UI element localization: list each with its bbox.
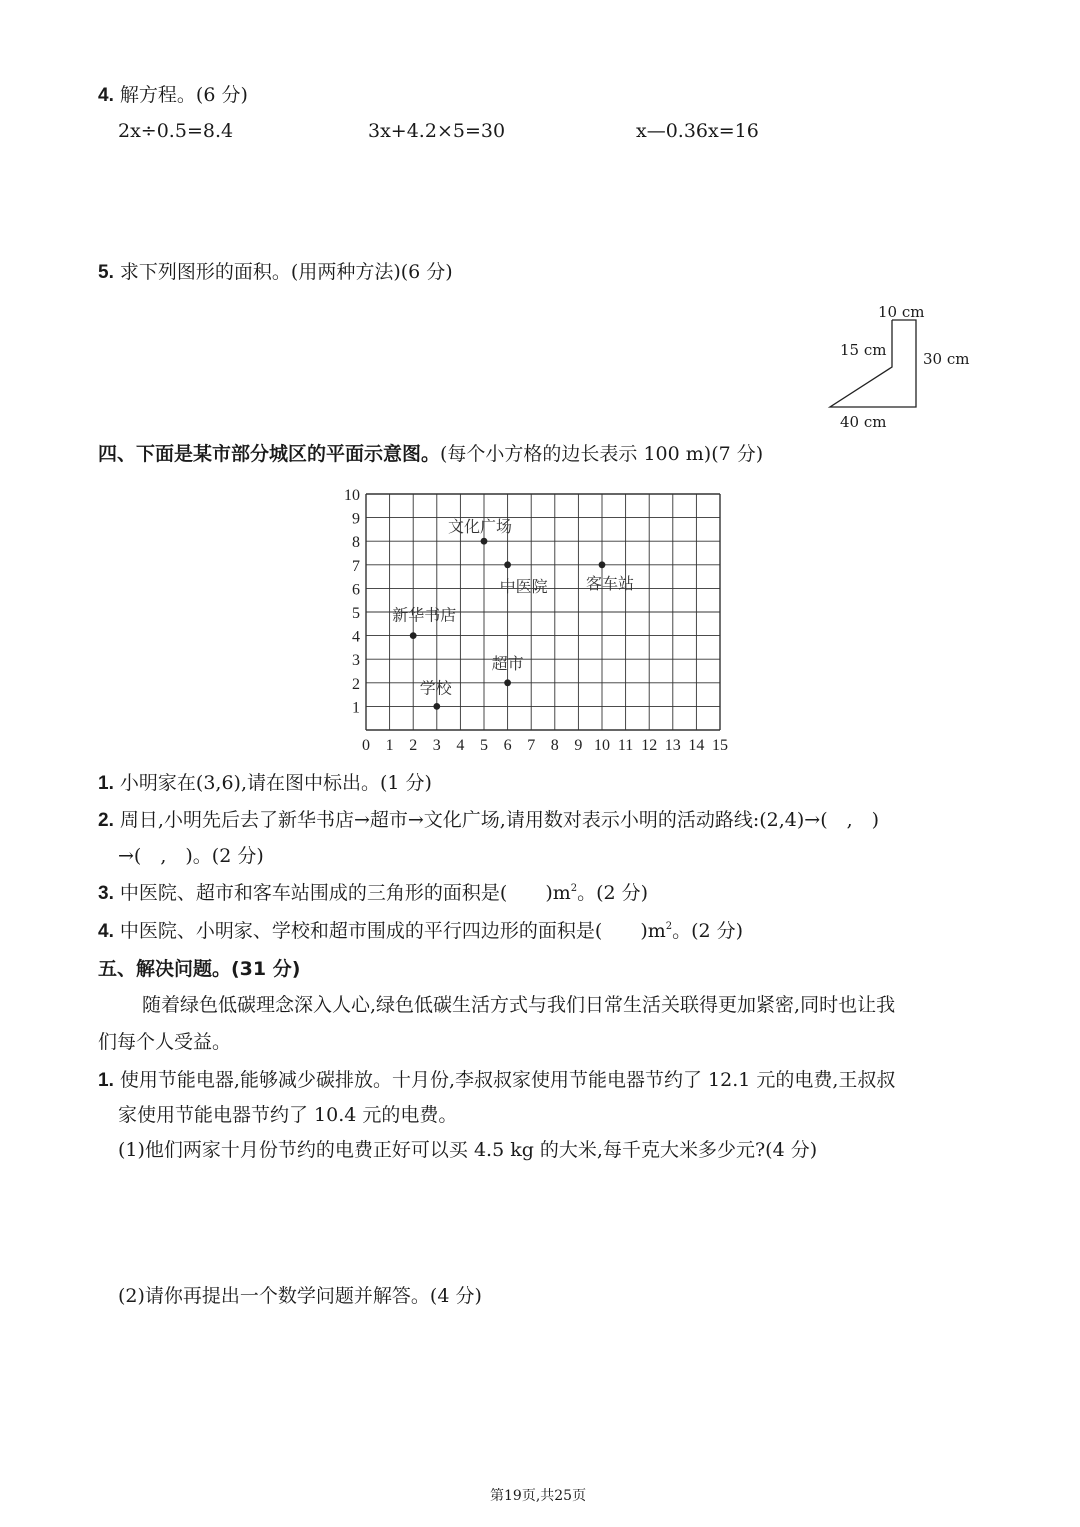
sec5-q1-sub2: (2)请你再提出一个数学问题并解答。(4 分)	[118, 1285, 482, 1307]
item-text-end: 。(2 分)	[577, 882, 649, 904]
q5-title: 求下列图形的面积。(用两种方法)(6 分)	[119, 261, 453, 283]
sec4-item-3	[98, 881, 648, 909]
x-tick-label: 0	[362, 737, 370, 754]
coordinate-grid	[330, 480, 740, 760]
map-point	[410, 632, 417, 639]
sec4-item-2-continued: →( , )。(2 分)	[118, 845, 264, 867]
item-text: 中医院、超市和客车站围成的三角形的面积是( )m	[119, 882, 571, 904]
x-tick-label: 10	[594, 737, 610, 754]
q4-number: 4.	[98, 85, 114, 106]
section-5-intro-line1: 随着绿色低碳理念深入人心,绿色低碳生活方式与我们日常生活关联得更加紧密,同时也让我	[142, 994, 896, 1016]
x-tick-label: 11	[617, 737, 634, 754]
sec5-q1-line2: 家使用节能电器节约了 10.4 元的电费。	[118, 1104, 458, 1126]
x-tick-label: 13	[664, 737, 681, 754]
x-tick-label: 5	[480, 737, 488, 754]
y-tick-label: 2	[352, 675, 360, 693]
x-tick-label: 6	[503, 737, 512, 754]
item-text: 小明家在(3,6),请在图中标出。(1 分)	[119, 772, 432, 794]
sec5-q1-line1	[98, 1068, 895, 1093]
y-tick-label: 9	[352, 510, 360, 528]
y-tick-label: 10	[344, 487, 360, 504]
x-tick-label: 15	[712, 737, 728, 754]
x-tick-label: 12	[641, 737, 658, 754]
map-point-label: 新华书店	[392, 607, 457, 625]
label-slant: 15 cm	[840, 341, 887, 359]
map-point-label: 客车站	[586, 575, 635, 593]
map-point	[599, 561, 606, 568]
item-number: 4.	[98, 921, 114, 942]
superscript: 2	[570, 883, 578, 894]
q5-heading	[98, 260, 453, 285]
item-text-end: 。(2 分)	[672, 920, 744, 942]
y-tick-label: 6	[352, 581, 360, 599]
y-tick-label: 3	[352, 652, 360, 670]
section-5-title: 五、解决问题。(31 分)	[98, 958, 301, 980]
item-text: 周日,小明先后去了新华书店→超市→文化广场,请用数对表示小明的活动路线:(2,4)→( , )	[119, 809, 880, 831]
x-tick-label: 14	[688, 737, 705, 754]
item-number: 1.	[98, 773, 114, 794]
y-tick-label: 5	[352, 605, 360, 622]
x-tick-label: 9	[574, 737, 583, 754]
x-tick-label: 7	[527, 737, 536, 754]
equation-1: 2x÷0.5=8.4	[118, 120, 234, 142]
sec4-item-2	[98, 808, 879, 833]
q4-title: 解方程。(6 分)	[119, 84, 248, 106]
x-tick-label: 8	[550, 737, 559, 754]
x-tick-label: 4	[456, 737, 465, 754]
superscript: 2	[665, 921, 673, 932]
label-right: 30 cm	[923, 350, 970, 368]
map-point-label: 学校	[419, 680, 452, 698]
q5-number: 5.	[98, 262, 114, 283]
y-tick-label: 7	[352, 557, 360, 575]
map-point-label: 超市	[491, 655, 524, 673]
map-point	[504, 561, 511, 568]
q1-text: 使用节能电器,能够减少碳排放。十月份,李叔叔家使用节能电器节约了 12.1 元的电费,王叔叔	[119, 1069, 896, 1091]
label-top: 10 cm	[878, 303, 925, 321]
sec4-item-4	[98, 919, 743, 947]
x-tick-label: 3	[432, 737, 441, 754]
x-tick-label: 1	[385, 737, 394, 754]
map-point	[481, 538, 488, 545]
equation-2: 3x+4.2×5=30	[368, 120, 506, 142]
map-point	[504, 679, 511, 686]
map-point	[433, 703, 440, 710]
sec4-item-1	[98, 771, 432, 796]
label-bottom: 40 cm	[840, 413, 887, 431]
section-4-note: (每个小方格的边长表示 100 m)(7 分)	[440, 443, 764, 465]
sec5-q1-sub1: (1)他们两家十月份节约的电费正好可以买 4.5 kg 的大米,每千克大米多少元?(4 分)	[118, 1139, 818, 1161]
y-tick-label: 1	[352, 699, 360, 717]
section-4-title: 四、下面是某市部分城区的平面示意图。	[98, 443, 441, 465]
item-number: 2.	[98, 810, 114, 831]
item-number: 3.	[98, 883, 114, 904]
equation-3: x—0.36x=16	[636, 120, 759, 142]
q1-number: 1.	[98, 1070, 114, 1091]
item-text: 中医院、小明家、学校和超市围成的平行四边形的面积是( )m	[119, 920, 666, 942]
map-point-label: 文化广场	[448, 519, 513, 537]
section-5-intro-line2: 们每个人受益。	[98, 1031, 232, 1053]
section-4-heading	[98, 442, 763, 466]
q4-heading	[98, 83, 248, 108]
map-point-label: 中医院	[499, 578, 548, 596]
trapezoid-shape	[830, 320, 916, 407]
y-tick-label: 4	[352, 628, 360, 646]
y-tick-label: 8	[352, 534, 360, 552]
x-tick-label: 2	[409, 737, 418, 754]
page-footer: 第19页,共25页	[490, 1488, 587, 1504]
